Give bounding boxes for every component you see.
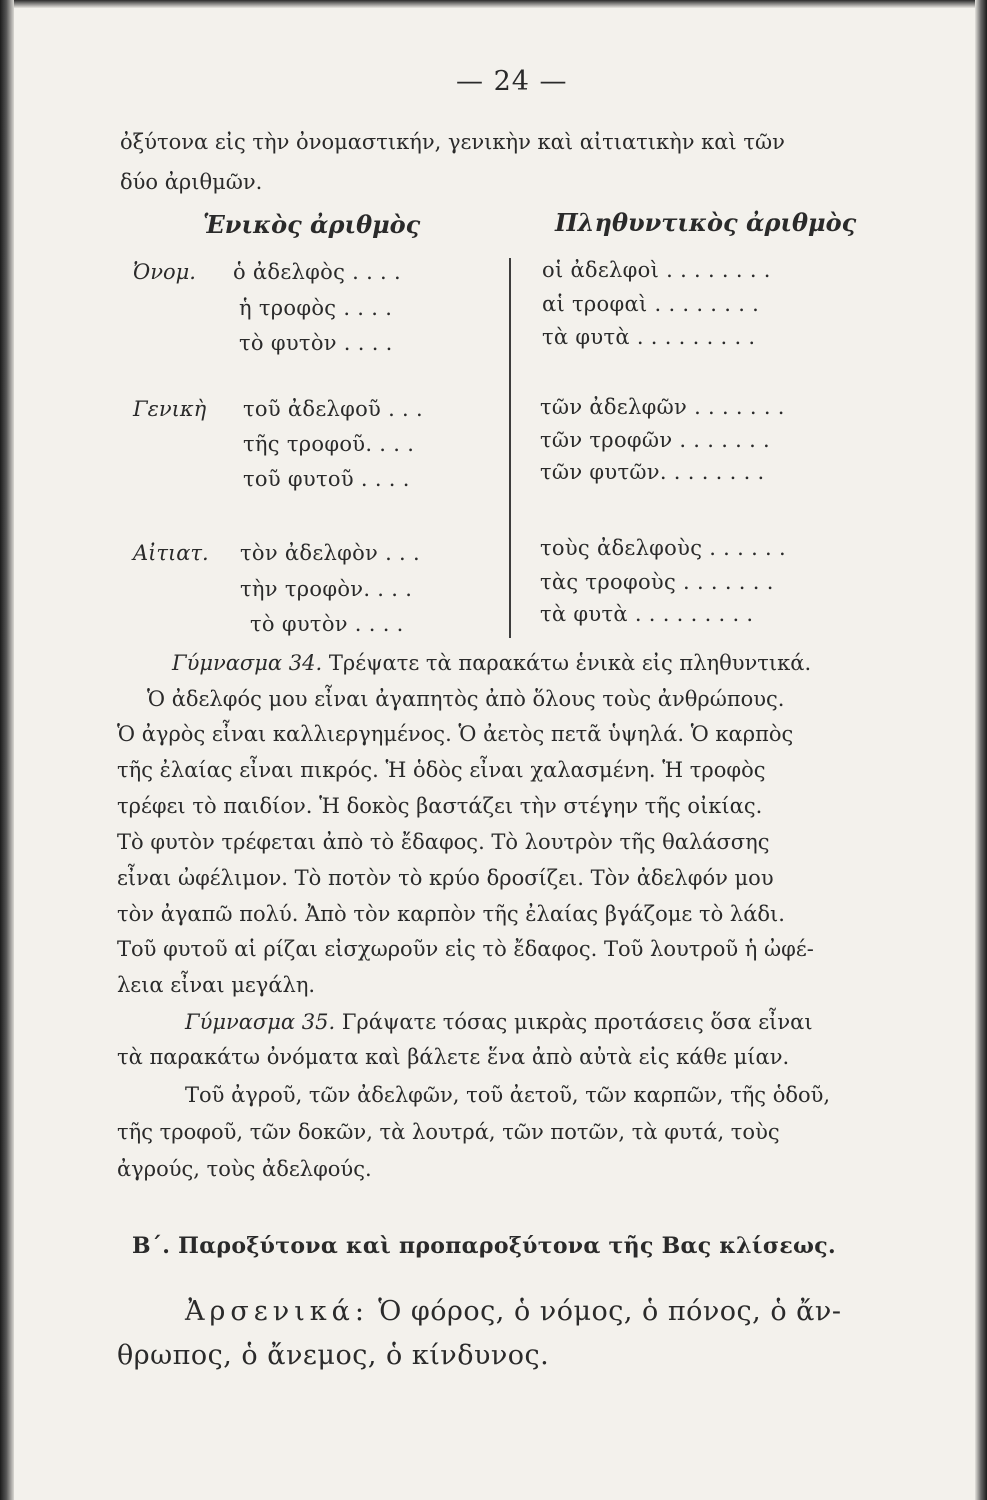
section-b-heading: Β΄. Παροξύτονα καὶ προπαροξύτονα τῆς Βας κλίσεως. <box>132 1233 836 1259</box>
page-number: — 24 — <box>456 66 568 97</box>
exercise-34-line: εἶναι ὠφέλιμον. Τὸ ποτὸν τὸ κρύο δροσίζει. Τὸν ἀδελφόν μου <box>117 866 774 890</box>
exercise-34-line: Τὸ φυτὸν τρέφεται ἀπὸ τὸ ἔδαφος. Τὸ λουτρὸν τῆς θαλάσσης <box>117 830 770 854</box>
exercise-35-line: ἀγρούς, τοὺς ἀδελφούς. <box>117 1157 372 1181</box>
singular-column-header: Ἑνικὸς ἀριθμὸς <box>203 210 421 239</box>
exercise-35-line: τῆς τροφοῦ, τῶν δοκῶν, τὰ λουτρά, τῶν ποτῶν, τὰ φυτά, τοὺς <box>117 1120 780 1144</box>
exercise-34-line: τῆς ἐλαίας εἶναι πικρός. Ἡ ὁδὸς εἶναι χαλασμένη. Ἡ τροφὸς <box>117 758 766 782</box>
section-b-line-2: θρωπος, ὁ ἄνεμος, ὁ κίνδυνος. <box>117 1340 550 1371</box>
exercise-35-line: τὰ παρακάτω ὀνόματα καὶ βάλετε ἕνα ἀπὸ αὐτὰ εἰς κάθε μίαν. <box>117 1045 790 1069</box>
singular-form: τῆς τροφοῦ. . . . <box>243 432 415 456</box>
exercise-34-line: Ὁ ἀδελφός μου εἶναι ἀγαπητὸς ἀπὸ ὅλους τοὺς ἀνθρώπους. <box>147 687 785 711</box>
singular-form: ἡ τροφὸς . . . . <box>239 296 393 320</box>
singular-form: ὁ ἀδελφὸς . . . . <box>233 260 401 284</box>
scan-edge-top <box>0 0 987 8</box>
case-label-nominative: Ὀνομ. <box>133 260 196 284</box>
plural-form: τῶν ἀδελφῶν . . . . . . . <box>540 395 785 419</box>
exercise-34-instruction: Τρέψατε τὰ παρακάτω ἑνικὰ εἰς πληθυντικά. <box>328 651 812 675</box>
exercise-34-line: Τοῦ φυτοῦ αἱ ρίζαι εἰσχωροῦν εἰς τὸ ἔδαφος. Τοῦ λουτροῦ ἡ ὠφέ- <box>117 937 814 961</box>
plural-form: αἱ τροφαὶ . . . . . . . . <box>542 292 760 316</box>
singular-form: τοῦ ἀδελφοῦ . . . <box>243 397 423 421</box>
scan-edge-left <box>0 0 14 1500</box>
exercise-35-line: Τοῦ ἀγροῦ, τῶν ἀδελφῶν, τοῦ ἀετοῦ, τῶν καρπῶν, τῆς ὁδοῦ, <box>185 1083 831 1107</box>
column-divider <box>509 258 511 638</box>
plural-form: οἱ ἀδελφοὶ . . . . . . . . <box>542 258 771 282</box>
singular-form: τοῦ φυτοῦ . . . . <box>243 467 410 491</box>
plural-form: τὰς τροφοὺς . . . . . . . <box>540 570 774 594</box>
plural-form: τῶν φυτῶν. . . . . . . . <box>540 460 765 484</box>
case-label-genitive: Γενικὴ <box>133 397 207 421</box>
exercise-35-first-line <box>185 1010 813 1034</box>
exercise-34-line: τρέφει τὸ παιδίον. Ἡ δοκὸς βαστάζει τὴν στέγην τῆς οἰκίας. <box>117 794 763 818</box>
singular-form: τὸν ἀδελφὸν . . . <box>240 541 420 565</box>
exercise-35-instruction: Γράψατε τόσας μικρὰς προτάσεις ὅσα εἶναι <box>341 1010 813 1034</box>
singular-form: τὸ φυτὸν . . . . <box>239 331 393 355</box>
exercise-35-label: Γύμνασμα 35. <box>185 1010 336 1034</box>
scan-edge-right <box>975 0 987 1500</box>
plural-form: τὰ φυτὰ . . . . . . . . . <box>542 325 756 349</box>
plural-column-header: Πληθυντικὸς ἀριθμὸς <box>555 208 857 237</box>
intro-line-2: δύο ἀριθμῶν. <box>120 170 263 194</box>
exercise-34-line: τὸν ἀγαπῶ πολύ. Ἀπὸ τὸν καρπὸν τῆς ἐλαίας βγάζομε τὸ λάδι. <box>117 902 785 926</box>
plural-form: τοὺς ἀδελφοὺς . . . . . . <box>540 536 786 560</box>
plural-form: τὰ φυτὰ . . . . . . . . . <box>540 602 754 626</box>
section-b-label: Ἀρσενικά: <box>185 1296 369 1327</box>
intro-line-1: ὀξύτονα εἰς τὴν ὀνομαστικήν, γενικὴν καὶ αἰτιατικὴν καὶ τῶν <box>120 130 785 154</box>
case-label-accusative: Αἰτιατ. <box>133 541 209 565</box>
exercise-34-label: Γύμνασμα 34. <box>172 651 323 675</box>
exercise-34-first-line <box>172 651 811 675</box>
exercise-34-line: Ὁ ἀγρὸς εἶναι καλλιεργημένος. Ὁ ἀετὸς πετᾶ ὑψηλά. Ὁ καρπὸς <box>117 722 794 746</box>
section-b-line-1 <box>185 1296 841 1327</box>
exercise-34-line: λεια εἶναι μεγάλη. <box>117 973 316 997</box>
singular-form: τὴν τροφὸν. . . . <box>240 577 413 601</box>
singular-form: τὸ φυτὸν . . . . <box>250 612 404 636</box>
plural-form: τῶν τροφῶν . . . . . . . <box>540 428 771 452</box>
section-b-line-1-rest: Ὁ φόρος, ὁ νόμος, ὁ πόνος, ὁ ἄν- <box>378 1296 842 1327</box>
